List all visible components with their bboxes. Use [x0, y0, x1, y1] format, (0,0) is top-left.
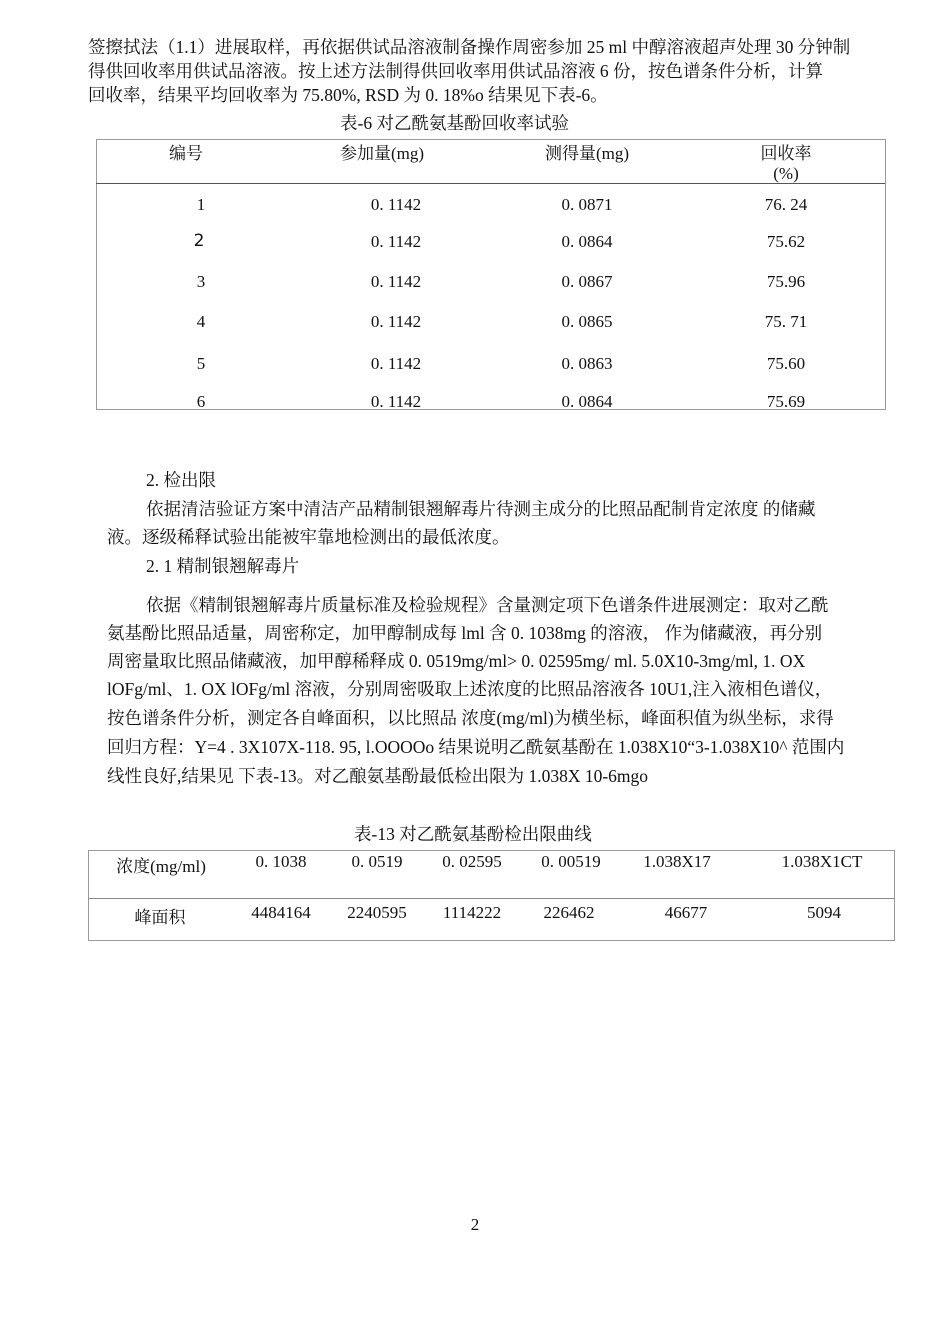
table6-cell: 0. 0867 [561, 272, 613, 291]
table6-cell: 0. 0864 [561, 232, 613, 251]
table13-cell: 0. 1038 [255, 852, 307, 871]
table6-header-recovery: 回收率 [760, 144, 812, 163]
table6-cell: 75. 71 [764, 312, 808, 331]
table6-cell: 0. 1142 [370, 354, 422, 373]
table6-cell: 0. 1142 [370, 195, 422, 214]
section-heading: 2. 检出限 [146, 470, 216, 490]
section2-para1-line1: 依据清洁验证方案中清洁产品精制银翘解毒片待测主成分的比照品配制肯定浓度 的储藏 [146, 499, 816, 519]
table6-cell: 0. 1142 [370, 312, 422, 331]
section2-para1-line2: 液。逐级稀释试验出能被牢靠地检测出的最低浓度。 [107, 527, 510, 547]
section2-para2-line7: 线性良好,结果见 下表-13。对乙酿氨基酚最低检出限为 1.038X 10-6mgo [107, 766, 649, 786]
intro-line-2: 得供回收率用供试品溶液。按上述方法制得供回收率用供试品溶液 6 份，按色谱条件分析，计算 [88, 61, 823, 81]
table6-cell: 76. 24 [764, 195, 808, 214]
table6-cell: 0. 1142 [370, 392, 422, 411]
table6-cell: 75.60 [766, 354, 806, 373]
table13-cell: 0. 0519 [351, 852, 403, 871]
table6-cell: 75.69 [766, 392, 806, 411]
table13-cell: 浓度(mg/ml) [116, 857, 206, 876]
table6-cell: 4 [196, 312, 206, 331]
section2-para2-line5: 按色谱条件分析，测定各自峰面积，以比照品 浓度(mg/ml)为横坐标，峰面积值为纵坐标，求得 [107, 708, 834, 728]
table6-cell: 0. 0864 [561, 392, 613, 411]
table13-cell: 峰面积 [134, 908, 186, 927]
table6-cell: 0. 1142 [370, 272, 422, 291]
table13-cell: 0. 02595 [442, 852, 502, 871]
table13-cell: 4484164 [251, 903, 311, 922]
section2-para2-line1: 依据《精制银翘解毒片质量标准及检验规程》含量测定项下色谱条件进展测定：取对乙酰 [146, 595, 829, 615]
section2-para2-line6: 回归方程：Y=4 . 3X107X-118. 95, l.OOOOo 结果说明乙酰氨基酚在 1.038X10“3-1.038X10^ 范围内 [107, 737, 845, 757]
table6-header-added: 参加量(mg) [339, 144, 425, 163]
section2-para2-line2: 氨基酚比照品适量，周密称定，加甲醇制成每 lml 含 0. 1038mg 的溶液， 作为储藏液，再分别 [107, 623, 823, 643]
section2-para2-line4: lOFg/ml、1. OX lOFg/ml 溶液，分别周密吸取上述浓度的比照品溶液各 10U1,注入液相色谱仪， [107, 679, 833, 699]
table6-header-number: 编号 [169, 144, 203, 163]
table6-caption: 表-6 对乙酰氨基酚回收率试验 [340, 113, 569, 133]
table13-cell: 46677 [664, 903, 708, 922]
table6-cell: 6 [196, 392, 206, 411]
table13-cell: 5094 [807, 903, 841, 922]
table6-cell: 1 [196, 195, 206, 214]
page-number: 2 [470, 1215, 480, 1234]
table6-cell: 0. 0871 [561, 195, 613, 214]
table6-cell: 75.96 [766, 272, 806, 291]
table13-cell: 1.038X17 [643, 852, 711, 871]
table13-cell: 1.038X1CT [781, 852, 863, 871]
table6-cell: 3 [196, 272, 206, 291]
intro-line-1: 签擦拭法（1.1）进展取样，再依据供试品溶液制备操作周密参加 25 ml 中醇溶液超声处理 30 分钟制 [88, 37, 851, 57]
table6-cell: 0. 0865 [561, 312, 613, 331]
section2-para2-line3: 周密量取比照品储藏液，加甲醇稀释成 0. 0519mg/ml> 0. 02595mg/ ml. 5.0X10-3mg/ml, 1. OX [107, 651, 806, 671]
table6-cell: 2 [193, 231, 205, 251]
sub-heading: 2. 1 精制银翘解毒片 [146, 556, 300, 576]
table13-caption: 表-13 对乙酰氨基酚检出限曲线 [354, 824, 592, 844]
table6-cell: 0. 0863 [561, 354, 613, 373]
table6-header-recovery-unit: (%) [773, 164, 799, 183]
table13-cell: 226462 [543, 903, 595, 922]
table13-cell: 1114222 [442, 903, 502, 922]
table6-header-measured: 测得量(mg) [544, 144, 630, 163]
table6-cell: 0. 1142 [370, 232, 422, 251]
table6-header-rule [96, 183, 885, 184]
table6-cell: 75.62 [766, 232, 806, 251]
table13-row-rule [88, 898, 894, 899]
intro-line-3: 回收率，结果平均回收率为 75.80%, RSD 为 0. 18%o 结果见下表-6。 [88, 85, 608, 105]
table13-cell: 0. 00519 [541, 852, 601, 871]
table13-cell: 2240595 [347, 903, 407, 922]
table6-cell: 5 [196, 354, 206, 373]
